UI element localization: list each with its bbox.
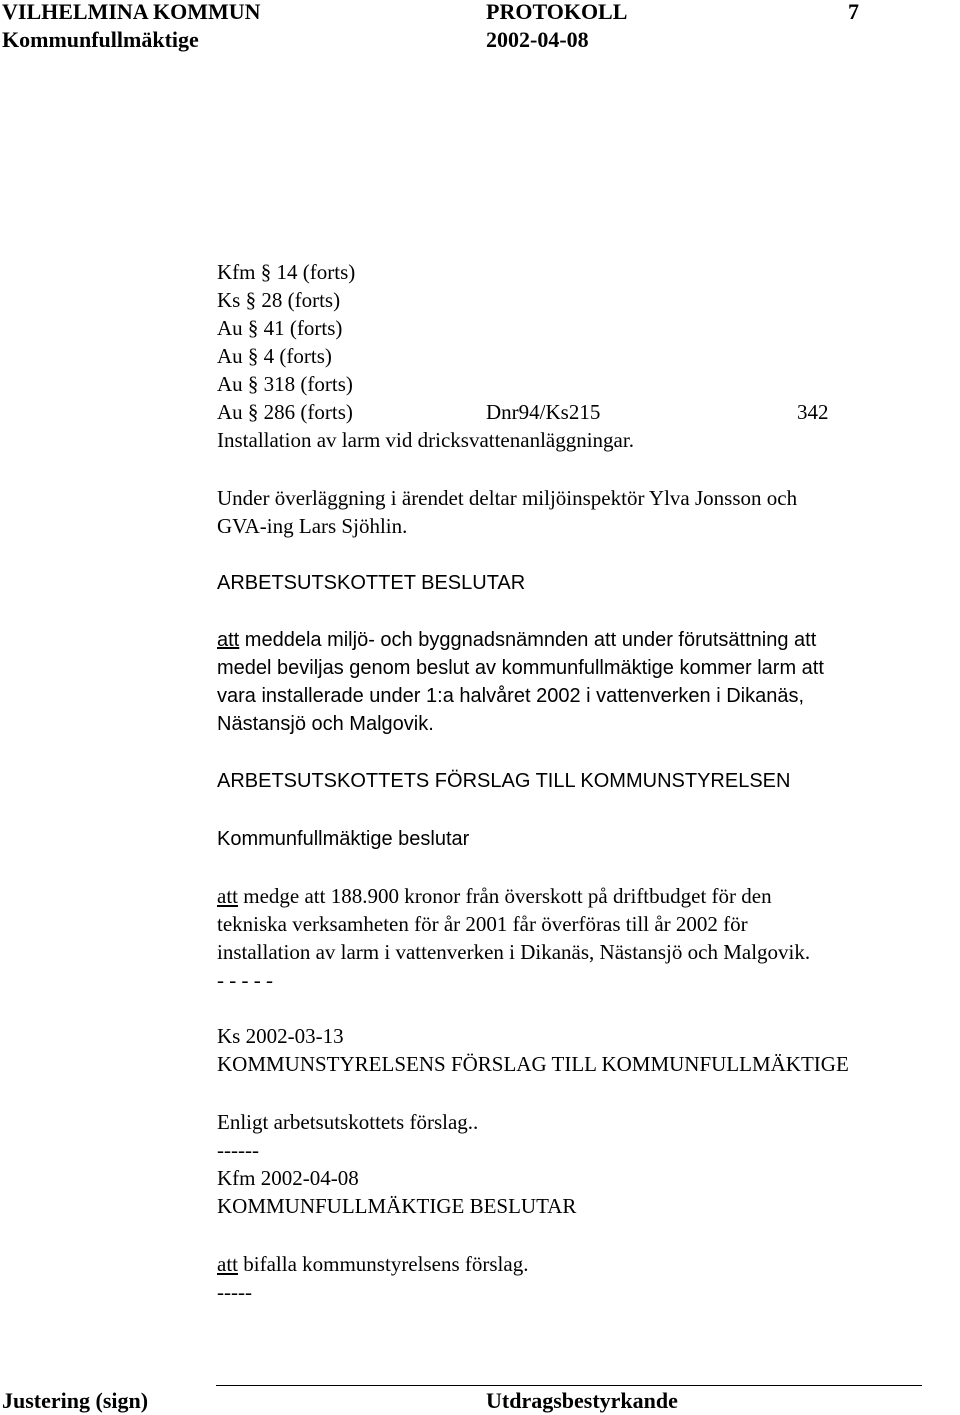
ks-heading: KOMMUNSTYRELSENS FÖRSLAG TILL KOMMUNFULLMÄKTIGE: [217, 1052, 849, 1076]
separator: ------: [217, 1138, 259, 1162]
reference-org: Ks: [217, 288, 241, 312]
proposal-text: medge att 188.900 kronor från överskott på driftbudget för den: [238, 884, 772, 908]
reference-continued: (forts): [289, 316, 343, 340]
document-type: PROTOKOLL: [486, 0, 628, 24]
ks-text: Enligt arbetsutskottets förslag..: [217, 1110, 479, 1134]
paragraph-sign: §: [247, 372, 259, 396]
paragraph-sign: §: [247, 316, 259, 340]
kfm-decision-line: [217, 1250, 528, 1278]
decision-line: Nästansjö och Malgovik.: [217, 713, 434, 735]
reference-number: 286: [263, 400, 296, 424]
diary-number: Dnr94/Ks215: [486, 400, 601, 424]
decision-text: meddela miljö- och byggnadsnämnden att under förutsättning att: [239, 629, 817, 651]
separator: -----: [217, 1280, 252, 1304]
reference-org: Au: [217, 400, 243, 424]
reference-org: Kfm: [217, 260, 256, 284]
att-keyword: att: [217, 884, 238, 908]
reference-org: Au: [217, 316, 243, 340]
signature-label: Justering (sign): [2, 1388, 149, 1413]
decision-line: vara installerade under 1:a halvåret 2002 i vattenverken i Dikanäs,: [217, 685, 805, 707]
au-decision-heading: ARBETSUTSKOTTET BESLUTAR: [217, 572, 526, 594]
reference-continued: (forts): [302, 260, 356, 284]
att-keyword: att: [217, 629, 240, 651]
footer-rule: [216, 1385, 922, 1386]
reference-org: Au: [217, 344, 243, 368]
meeting-body: Kommunfullmäktige: [2, 27, 199, 52]
separator: - - - - -: [217, 968, 273, 992]
reference-line: [217, 286, 340, 314]
reference-line: [217, 258, 355, 286]
proposal-line: tekniska verksamheten för år 2001 får överföras till år 2002 för: [217, 912, 748, 936]
participation-line: Under överläggning i ärendet deltar miljöinspektör Ylva Jonsson och: [217, 486, 798, 510]
kfm-reference: Kfm 2002-04-08: [217, 1166, 359, 1190]
au-proposal-subheading: Kommunfullmäktige beslutar: [217, 828, 470, 850]
page-number: 7: [848, 0, 859, 24]
reference-number: 4: [263, 344, 275, 368]
reference-line: [217, 314, 342, 342]
reference-org: Au: [217, 372, 243, 396]
sequence-number: 342: [797, 400, 829, 424]
proposal-line: installation av larm i vattenverken i Dikanäs, Nästansjö och Malgovik.: [217, 940, 811, 964]
reference-continued: (forts): [279, 344, 332, 368]
reference-number: 318: [263, 372, 296, 396]
reference-line: [217, 370, 353, 398]
reference-number: 28: [261, 288, 283, 312]
att-keyword: att: [217, 1252, 238, 1276]
reference-continued: (forts): [300, 400, 353, 424]
reference-number: 14: [276, 260, 298, 284]
decision-line: [217, 626, 816, 654]
au-proposal-heading: ARBETSUTSKOTTETS FÖRSLAG TILL KOMMUNSTYRELSEN: [217, 770, 791, 792]
participation-line: GVA-ing Lars Sjöhlin.: [217, 514, 408, 538]
reference-continued: (forts): [287, 288, 341, 312]
reference-continued: (forts): [300, 372, 353, 396]
reference-line: [217, 342, 332, 370]
paragraph-sign: §: [260, 260, 272, 284]
kfm-decision-text: bifalla kommunstyrelsens förslag.: [238, 1252, 529, 1276]
paragraph-sign: §: [245, 288, 257, 312]
paragraph-sign: §: [247, 344, 259, 368]
reference-number: 41: [263, 316, 285, 340]
reference-line: [217, 398, 353, 426]
kfm-heading: KOMMUNFULLMÄKTIGE BESLUTAR: [217, 1194, 577, 1218]
case-subject: Installation av larm vid dricksvattenanläggningar.: [217, 428, 634, 452]
meeting-date: 2002-04-08: [486, 27, 589, 52]
decision-line: medel beviljas genom beslut av kommunfullmäktige kommer larm att: [217, 657, 824, 679]
certification-label: Utdragsbestyrkande: [486, 1388, 678, 1413]
proposal-line: [217, 882, 772, 910]
ks-reference: Ks 2002-03-13: [217, 1024, 344, 1048]
municipality-name: VILHELMINA KOMMUN: [2, 0, 261, 24]
paragraph-sign: §: [247, 400, 259, 424]
